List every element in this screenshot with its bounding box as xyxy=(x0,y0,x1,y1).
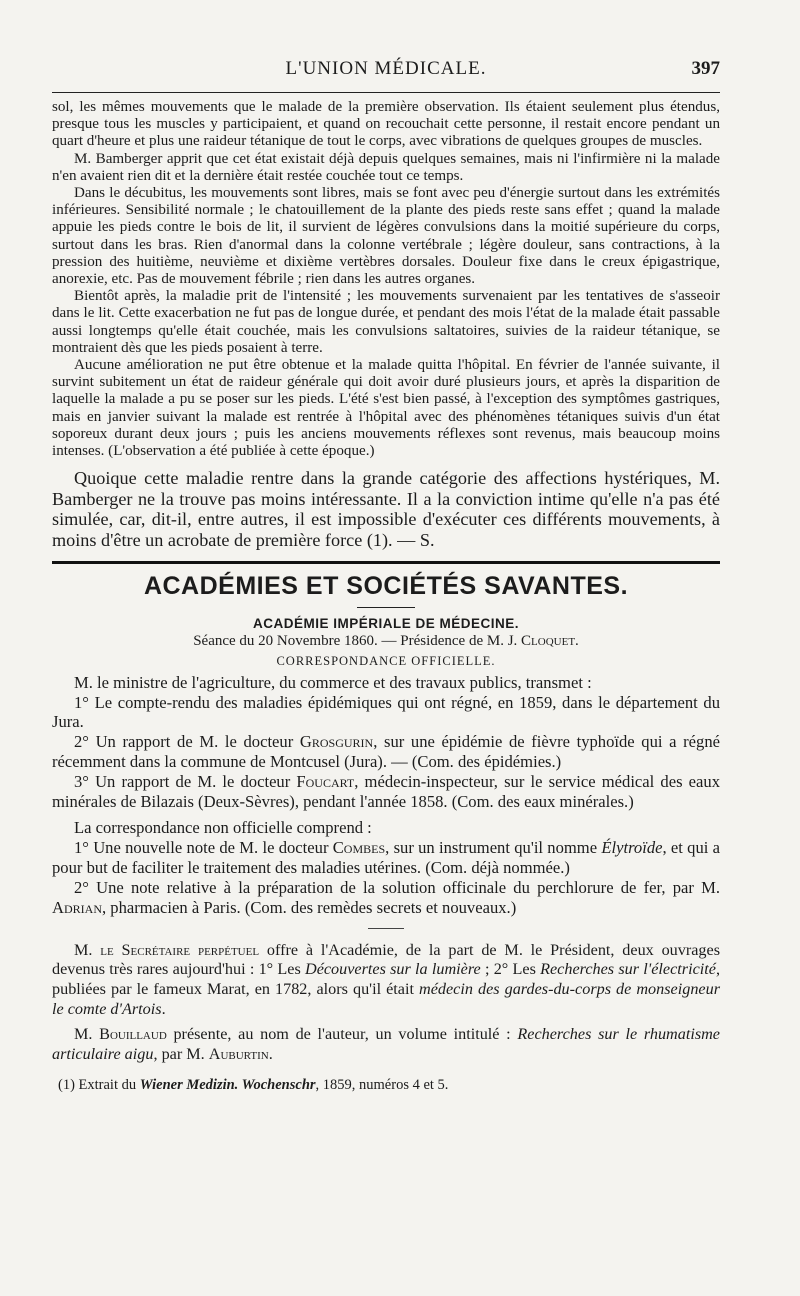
correspondence-item xyxy=(52,772,720,812)
footnote-text: (1) Extrait du xyxy=(58,1076,140,1093)
item-text: 3° Un rapport de M. le docteur xyxy=(74,772,297,792)
correspondence-intro: M. le ministre de l'agriculture, du commerce et des travaux publics, transmet : xyxy=(74,672,592,692)
observation-paragraph: Bientôt après, la maladie prit de l'intensité ; les mouvements survenaient par les tentatives de s'asseoir dans le lit. Cette exacerbation ne fut pas de longue durée, et pendant des mois l'état de la malade était passable aussi longtemps qu'elle était couchée, mais les convulsions saltatoires, suivies de la raideur tétanique, se montraient dès que les pieds posaient à terre. xyxy=(52,288,720,356)
person-name: Auburtin xyxy=(208,1045,269,1064)
page-header xyxy=(52,58,720,86)
section-heading: ACADÉMIES ET SOCIÉTÉS SAVANTES. xyxy=(143,571,629,600)
item-text: M. xyxy=(74,940,101,959)
correspondence-item xyxy=(52,732,720,772)
person-title: le Secrétaire perpétuel xyxy=(100,940,260,959)
correspondence-item: 1° Le compte-rendu des maladies épidémiques qui ont régné, en 1859, dans le département du Jura. xyxy=(52,692,720,732)
item-text: offre à l'Académie, de la part de M. le Président, deux ouvrages devenus très rares aujourd'hui : 1° Les xyxy=(52,940,721,979)
presentation-paragraph xyxy=(52,941,720,1020)
observation-paragraph: sol, les mêmes mouvements que le malade de la première observation. Ils étaient seulement plus étendus, presque tous les muscles y participaient, et quand on recouchait cette personne, il restait encore pendant un quart d'heure et plus une raideur tétanique de tout le corps, avec vibrations de quelques groupes de muscles. xyxy=(52,99,720,150)
session-text: Séance du 20 Novembre 1860. — Présidence de M. J. xyxy=(193,632,522,649)
page xyxy=(52,58,720,1094)
president-name: Cloquet. xyxy=(521,632,579,649)
observation-text xyxy=(52,99,720,460)
short-divider xyxy=(368,928,404,929)
unofficial-intro: La correspondance non officielle comprend : xyxy=(74,817,372,837)
presentations xyxy=(52,941,720,1065)
item-text: 2° Un rapport de M. le docteur xyxy=(74,732,300,752)
session-line xyxy=(52,633,720,650)
role-text: médecin des gardes-du-corps de monseigneur le comte d'Artois xyxy=(52,979,720,1018)
item-text: , et qui a pour but de faciliter le traitement des maladies utérines. (Com. déjà nommée.) xyxy=(52,837,720,877)
section-rule xyxy=(52,561,720,564)
person-name: Combes xyxy=(332,837,386,857)
item-text: 2° Une note relative à la préparation de la solution officinale du perchlorure de fer, par M. xyxy=(74,877,720,897)
correspondence-list xyxy=(52,673,720,918)
person-name: Grosgurin xyxy=(299,732,374,752)
item-text: , publiées par le fameux Marat, en 1782, alors qu'il était xyxy=(52,960,720,998)
item-text: , sur un instrument qu'il nomme xyxy=(385,837,602,857)
correspondence-item xyxy=(52,878,720,918)
item-text: , par M. xyxy=(153,1045,209,1064)
observation-paragraph: Aucune amélioration ne put être obtenue et la malade quitta l'hôpital. En février de l'année suivante, il survint subitement un état de raideur générale qui doit avoir duré plusieurs jours, et après la disparition de laquelle la malade a pu se poser sur les pieds. L'été s'est bien passé, à l'exception des symptômes gastriques, mais en janvier suivant la malade est rentrée à l'hôpital avec des phénomènes tétaniques suivis d'un état soporeux durant deux jours ; puis les anciens mouvements réflexes sont revenus, mais beaucoup moins intenses. (L'observation a été publiée à cette époque.) xyxy=(52,357,720,460)
item-text: présente, au nom de l'auteur, un volume intitulé : xyxy=(166,1025,518,1044)
academy-title: ACADÉMIE IMPÉRIALE DE MÉDECINE. xyxy=(252,615,520,631)
item-text: , pharmacien à Paris. (Com. des remèdes secrets et nouveaux.) xyxy=(101,897,517,917)
footnote xyxy=(52,1077,720,1094)
observation-paragraph: M. Bamberger apprit que cet état existait déjà depuis quelques semaines, mais ni l'infirmière ni la malade n'en avaient rien dit et la dernière était restée couchée tout ce temps. xyxy=(52,150,720,184)
item-text: 1° Une nouvelle note de M. le docteur xyxy=(74,837,333,857)
person-name: Adrian xyxy=(52,897,102,917)
item-text: M. xyxy=(74,1025,100,1044)
running-title: L'UNION MÉDICALE. xyxy=(285,58,487,79)
person-name: Foucart xyxy=(296,772,355,792)
item-text: , sur une épidémie de fièvre typhoïde qui a régné récemment dans la commune de Montcusel (Jura). — (Com. des épidémies.) xyxy=(52,732,720,772)
footnote-text: , 1859, numéros 4 et 5. xyxy=(315,1076,449,1093)
book-title: Recherches sur le rhumatisme articulaire aigu xyxy=(52,1025,720,1064)
person-name: Bouillaud xyxy=(99,1025,167,1044)
item-text: . xyxy=(161,999,166,1018)
short-divider xyxy=(357,607,415,608)
correspondence-item xyxy=(52,838,720,878)
conclusion-paragraph: Quoique cette maladie rentre dans la grande catégorie des affections hystériques, M. Bamberger ne la trouve pas moins intéressante. Il a la conviction intime qu'elle n'a pas été simulée, car, dit-il, entre autres, il est impossible d'exécuter ces différents mouvements, à moins d'être un acrobate de première force (1). — S. xyxy=(52,468,720,551)
instrument-name: Élytroïde xyxy=(601,837,663,857)
observation-paragraph: Dans le décubitus, les mouvements sont libres, mais se font avec peu d'énergie surtout dans les extrémités inférieures. Sensibilité normale ; le chatouillement de la plante des pieds reste sans effet ; quand la malade appuie les pieds contre le bois de lit, il survient de légères convulsions dans la moitié supérieure du corps, surtout dans les bras. Rien d'anormal dans la colonne vertébrale ; légère douleur, sans contractions, à la pression des huitième, neuvième et dixième vertèbres dorsales. Douleur fixe dans le creux épigastrique, anorexie, etc. Pas de mouvement fébrile ; rien dans les autres organes. xyxy=(52,185,720,288)
journal-title: Wiener Medizin. Wochenschr xyxy=(139,1076,316,1093)
header-rule xyxy=(52,92,720,93)
presentation-paragraph xyxy=(52,1025,720,1064)
book-title: Découvertes sur la lumière xyxy=(305,960,481,979)
item-text: . xyxy=(268,1045,273,1064)
page-number: 397 xyxy=(691,58,720,79)
item-text: , médecin-inspecteur, sur le service médical des eaux minérales de Bilazais (Deux-Sèvres), pendant l'année 1858. (Com. des eaux minérales.) xyxy=(52,772,720,812)
item-text: ; 2° Les xyxy=(480,960,541,979)
book-title: Recherches sur l'électricité xyxy=(540,960,716,979)
correspondence-heading: CORRESPONDANCE OFFICIELLE. xyxy=(276,653,496,668)
conclusion-text xyxy=(52,468,720,550)
